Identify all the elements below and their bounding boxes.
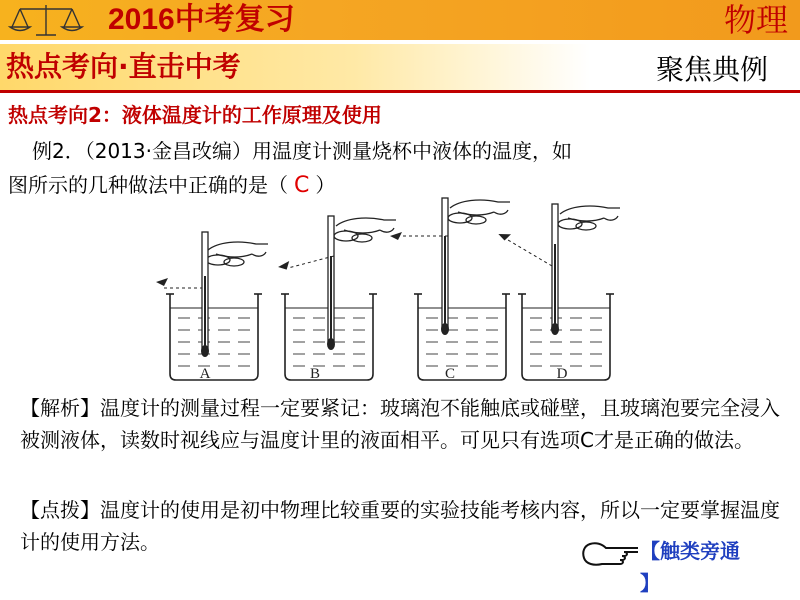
- topic-heading: 热点考向2：液体温度计的工作原理及使用: [8, 103, 382, 127]
- analysis-text: 【解析】温度计的测量过程一定要紧记：玻璃泡不能触底或碰壁，且玻璃泡要完全浸入被测液体，读数时视线应与温度计里的液面相平。可见只有选项C才是正确的做法。: [20, 396, 780, 452]
- setup-d: [497, 204, 620, 380]
- section-title: 热点考向·直击中考: [6, 50, 241, 83]
- label-a: A: [199, 366, 211, 382]
- thermometer-figure: [150, 196, 620, 388]
- question-close: ）: [315, 173, 336, 197]
- balance-scale-icon: [6, 3, 86, 37]
- section-divider: [0, 90, 800, 93]
- pointing-hand-icon: [580, 536, 640, 570]
- setup-c: [390, 198, 510, 380]
- label-c: C: [444, 366, 456, 382]
- section-bar: [0, 44, 800, 96]
- focus-label: 聚焦典例: [655, 53, 768, 86]
- setup-b: [277, 216, 396, 380]
- label-b: B: [309, 366, 321, 382]
- related-label: 【触类旁通: [640, 539, 740, 563]
- related-link[interactable]: [580, 536, 780, 596]
- label-d: D: [556, 366, 568, 382]
- header-title: 2016中考复习: [108, 3, 295, 36]
- question-answer: C: [294, 173, 310, 198]
- tip-text: 【点拨】温度计的使用是初中物理比较重要的实验技能考核内容，所以一定要掌握温度计的使用方法。: [20, 498, 780, 554]
- setup-a: [156, 232, 268, 380]
- header-subject: 物理: [723, 1, 788, 39]
- question-text: 图所示的几种做法中正确的是（: [8, 173, 288, 197]
- related-label-close: 】: [640, 571, 660, 595]
- question-line-1: 例2．（2013·金昌改编）用温度计测量烧杯中液体的温度，如: [32, 139, 572, 163]
- header-bar: [0, 0, 800, 40]
